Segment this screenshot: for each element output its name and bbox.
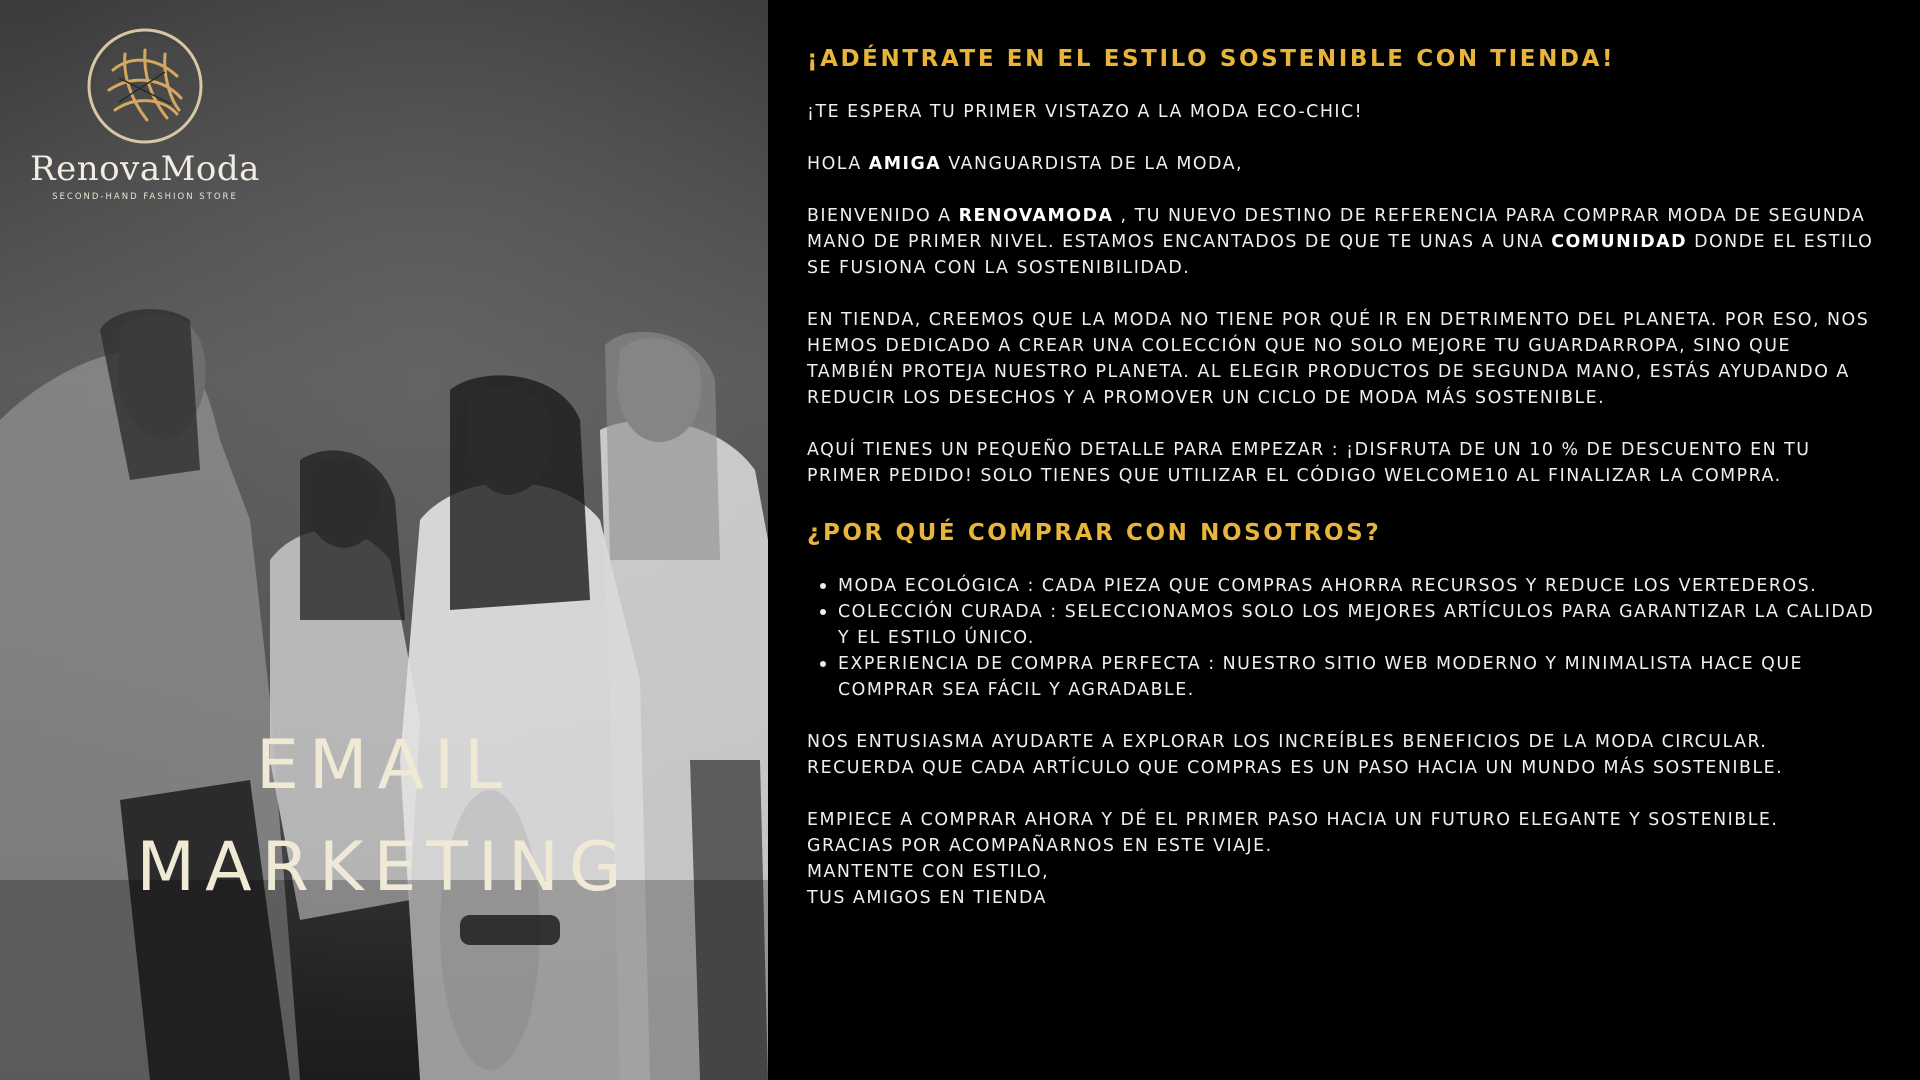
email-intro: ¡TE ESPERA TU PRIMER VISTAZO A LA MODA ECO-CHIC!	[807, 102, 1364, 122]
email-body	[768, 0, 1920, 1080]
email-closing-3: MANTENTE CON ESTILO,	[807, 862, 1050, 882]
email-closing-2: GRACIAS POR ACOMPAÑARNOS EN ESTE VIAJE.	[807, 836, 1273, 856]
email-signature: TUS AMIGOS EN TIENDA	[807, 888, 1047, 908]
hero-title-line2: MARKETING	[136, 828, 632, 907]
hero-panel	[0, 0, 768, 1080]
email-offer: AQUÍ TIENES UN PEQUEÑO DETALLE PARA EMPEZAR : ¡DISFRUTA DE UN 10 % DE DESCUENTO EN TU PRIMER PEDIDO! SOLO TIENES QUE UTILIZAR EL CÓDIGO WELCOME10 AL FINALIZAR LA COMPRA.	[807, 440, 1811, 486]
email-heading: ¡ADÉNTRATE EN EL ESTILO SOSTENIBLE CON TIENDA!	[807, 46, 1616, 72]
greeting-prefix: HOLA	[807, 154, 869, 174]
welcome-suffix: DONDE EL ESTILO SE FUSIONA CON LA SOSTENIBILIDAD.	[807, 232, 1874, 278]
brand-logo[interactable]	[20, 26, 270, 202]
email-welcome	[807, 203, 1880, 281]
welcome-prefix: BIENVENIDO A	[807, 206, 959, 226]
email-closing-1: EMPIECE A COMPRAR AHORA Y DÉ EL PRIMER PASO HACIA UN FUTURO ELEGANTE Y SOSTENIBLE.	[807, 810, 1779, 830]
welcome-middle: , TU NUEVO DESTINO DE REFERENCIA PARA COMPRAR MODA DE SEGUNDA MANO DE PRIMER NIVEL. ESTAMOS ENCANTADOS DE QUE TE UNAS A UNA	[807, 206, 1866, 252]
woven-knot-emblem-icon	[85, 26, 205, 146]
email-circular: NOS ENTUSIASMA AYUDARTE A EXPLORAR LOS INCREÍBLES BENEFICIOS DE LA MODA CIRCULAR. RECUERDA QUE CADA ARTÍCULO QUE COMPRAS ES UN PASO HACIA UN MUNDO MÁS SOSTENIBLE.	[807, 732, 1784, 778]
email-greeting	[807, 151, 1880, 177]
email-subheading: ¿POR QUÉ COMPRAR CON NOSOTROS?	[807, 520, 1382, 546]
brand-name: RenovaModa	[30, 149, 260, 189]
welcome-brand: RENOVAMODA	[958, 206, 1114, 226]
welcome-community: COMUNIDAD	[1551, 232, 1688, 252]
greeting-suffix: VANGUARDISTA DE LA MODA,	[941, 154, 1244, 174]
hero-title-line1: EMAIL	[255, 726, 513, 805]
email-mission: EN TIENDA, CREEMOS QUE LA MODA NO TIENE POR QUÉ IR EN DETRIMENTO DEL PLANETA. POR ESO, NOS HEMOS DEDICADO A CREAR UNA COLECCIÓN QUE NO SOLO MEJORE TU GUARDARROPA, SINO QUE TAMBIÉN PROTEJA NUESTRO PLANETA. AL ELEGIR PRODUCTOS DE SEGUNDA MANO, ESTÁS AYUDANDO A REDUCIR LOS DESECHOS Y A PROMOVER UN CICLO DE MODA MÁS SOSTENIBLE.	[807, 310, 1870, 408]
benefits-list	[807, 573, 1880, 703]
list-item: EXPERIENCIA DE COMPRA PERFECTA : NUESTRO SITIO WEB MODERNO Y MINIMALISTA HACE QUE COMPRAR SEA FÁCIL Y AGRADABLE.	[838, 651, 1880, 703]
brand-tagline: SECOND-HAND FASHION STORE	[52, 192, 238, 202]
list-item: MODA ECOLÓGICA : CADA PIEZA QUE COMPRAS AHORRA RECURSOS Y REDUCE LOS VERTEDEROS.	[838, 573, 1880, 599]
greeting-bold: AMIGA	[868, 154, 942, 174]
list-item: COLECCIÓN CURADA : SELECCIONAMOS SOLO LOS MEJORES ARTÍCULOS PARA GARANTIZAR LA CALIDAD Y EL ESTILO ÚNICO.	[838, 599, 1880, 651]
